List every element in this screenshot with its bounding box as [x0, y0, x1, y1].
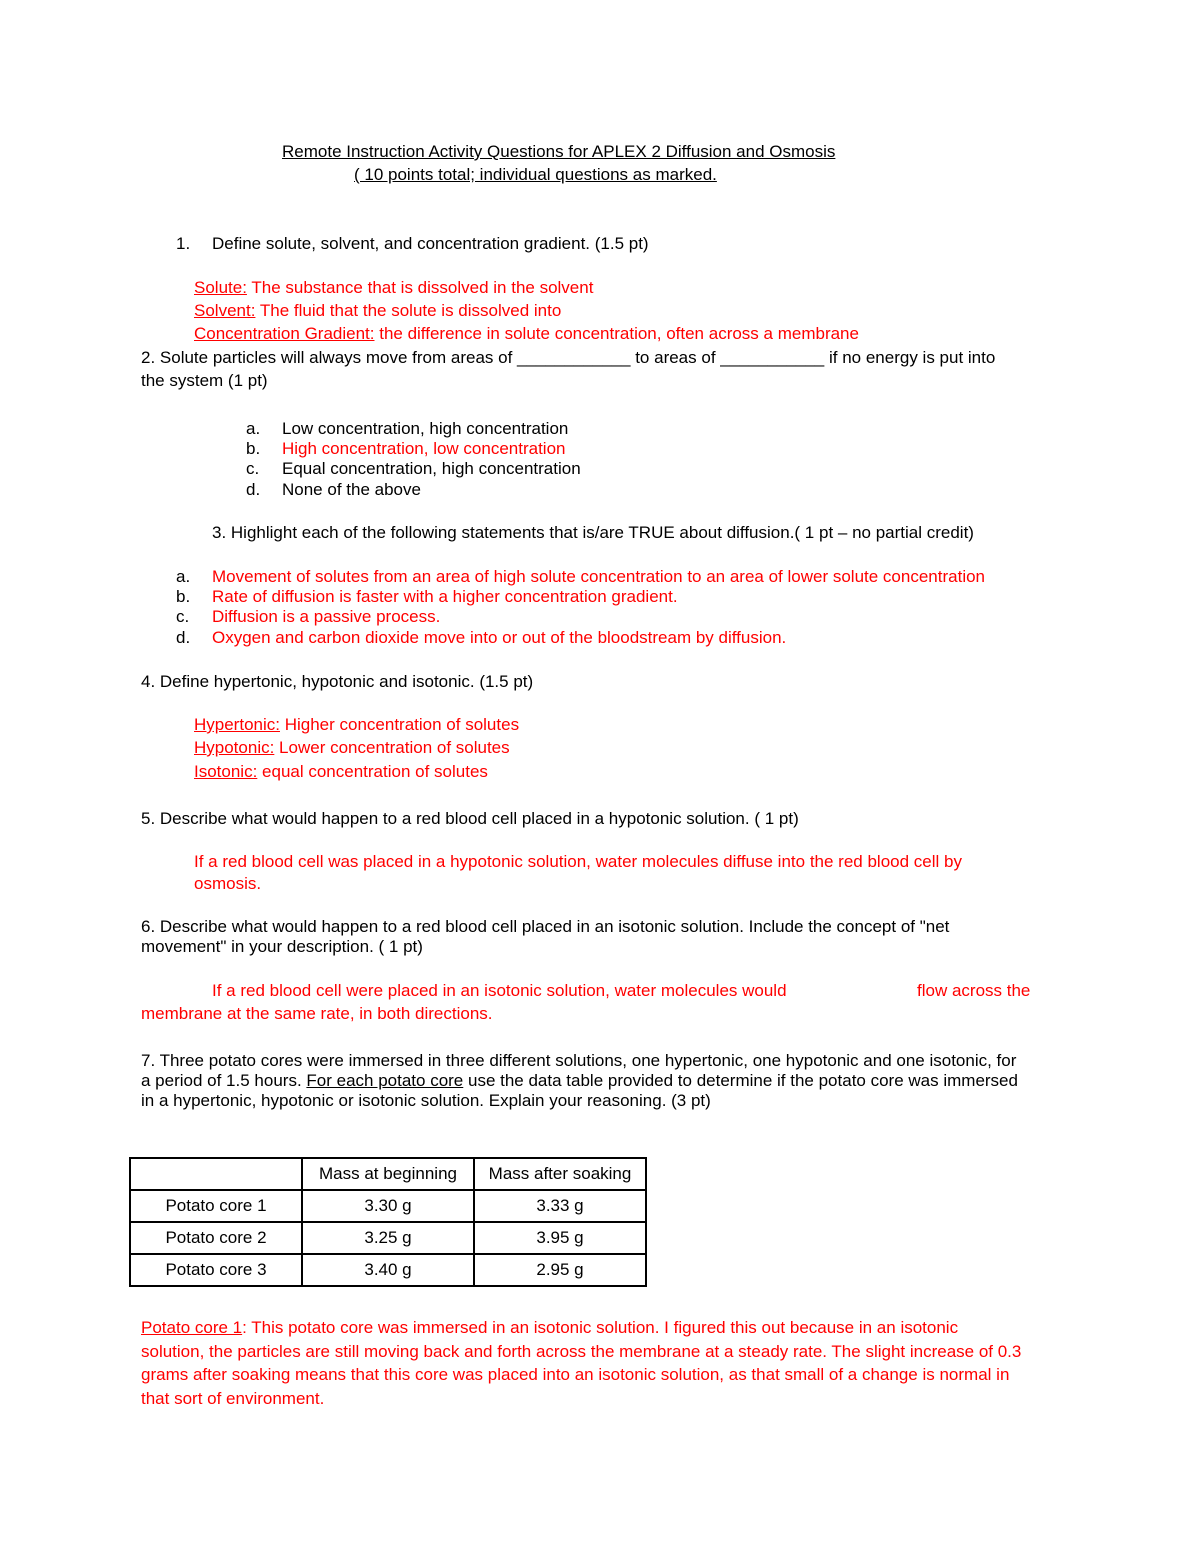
q7-answer-line1 — [141, 1317, 958, 1339]
answer-term: Hypertonic: — [194, 715, 280, 734]
table-cell: 3.95 g — [474, 1222, 646, 1254]
q2-option-b-answer: High concentration, low concentration — [282, 439, 566, 458]
q3-option-a-answer: Movement of solutes from an area of high solute concentration to an area of lower solute concentration — [212, 567, 986, 586]
q3-option-letter: c. — [176, 607, 190, 626]
table-header-row — [130, 1158, 646, 1190]
q7-text-line2 — [141, 1070, 1018, 1092]
q2-option-letter: a. — [246, 419, 261, 438]
answer-definition: the difference in solute concentration, often across a membrane — [374, 324, 859, 343]
q1-answer-solute — [194, 277, 593, 299]
table-cell: Potato core 2 — [130, 1222, 302, 1254]
answer-definition: The substance that is dissolved in the solvent — [246, 278, 594, 297]
table-cell: Potato core 3 — [130, 1254, 302, 1286]
q3-option-c-answer: Diffusion is a passive process. — [212, 607, 441, 626]
answer-definition: Lower concentration of solutes — [274, 738, 510, 757]
q1-number: 1. — [176, 234, 191, 253]
q7-line2-underlined: For each potato core — [306, 1071, 464, 1090]
q3-text: 3. Highlight each of the following statements that is/are TRUE about diffusion.( 1 pt – no partial credit) — [212, 523, 974, 542]
table-cell: Potato core 1 — [130, 1190, 302, 1222]
answer-definition: equal concentration of solutes — [257, 762, 488, 781]
q2-text-line2: the system (1 pt) — [141, 371, 268, 390]
q6-answer-part2: flow across the — [917, 981, 1031, 1000]
table-row — [130, 1190, 646, 1222]
q3-option-letter: d. — [176, 628, 191, 647]
answer-term: Solvent: — [194, 301, 256, 320]
table-cell: 3.40 g — [302, 1254, 474, 1286]
answer-term: Solute: — [194, 278, 247, 297]
table-header-cell: Mass after soaking — [474, 1158, 646, 1190]
q5-answer-line1: If a red blood cell was placed in a hypotonic solution, water molecules diffuse into the red blood cell by — [194, 852, 962, 871]
table-cell: 3.30 g — [302, 1190, 474, 1222]
q3-option-letter: b. — [176, 587, 191, 606]
q1-text: Define solute, solvent, and concentration gradient. (1.5 pt) — [212, 234, 649, 253]
answer-definition: The fluid that the solute is dissolved into — [255, 301, 562, 320]
table-row — [130, 1254, 646, 1286]
q2-option-c: Equal concentration, high concentration — [282, 459, 581, 478]
q6-answer-line2: membrane at the same rate, in both directions. — [141, 1004, 493, 1023]
q7-text-line3: in a hypertonic, hypotonic or isotonic solution. Explain your reasoning. (3 pt) — [141, 1091, 711, 1110]
table-header-cell: Mass at beginning — [302, 1158, 474, 1190]
potato-mass-table — [129, 1157, 647, 1287]
worksheet-title: Remote Instruction Activity Questions for APLEX 2 Diffusion and Osmosis — [282, 142, 836, 161]
table-header-cell — [130, 1158, 302, 1190]
q7-line2-pre: a period of 1.5 hours. — [141, 1071, 307, 1090]
table-cell: 2.95 g — [474, 1254, 646, 1286]
answer-term: Potato core 1 — [141, 1318, 243, 1337]
q5-answer-line2: osmosis. — [194, 874, 262, 893]
q6-text-line1: 6. Describe what would happen to a red blood cell placed in an isotonic solution. Include the concept of "net — [141, 917, 950, 936]
q2-option-letter: c. — [246, 459, 260, 478]
q2-option-letter: d. — [246, 480, 261, 499]
answer-text: : This potato core was immersed in an isotonic solution. I figured this out because in an isotonic — [242, 1318, 959, 1337]
q2-option-d: None of the above — [282, 480, 421, 499]
answer-term: Hypotonic: — [194, 738, 275, 757]
q7-answer-line3: grams after soaking means that this core was placed into an isotonic solution, as that small of a change is normal in — [141, 1365, 1010, 1384]
q7-answer-line4: that sort of environment. — [141, 1389, 325, 1408]
q4-answer-isotonic — [194, 761, 488, 783]
q3-option-letter: a. — [176, 567, 191, 586]
q4-text: 4. Define hypertonic, hypotonic and isotonic. (1.5 pt) — [141, 672, 534, 691]
table-cell: 3.33 g — [474, 1190, 646, 1222]
q7-answer-line2: solution, the particles are still moving back and forth across the membrane at a steady rate. The slight increase of 0.3 — [141, 1342, 1022, 1361]
q2-option-a: Low concentration, high concentration — [282, 419, 569, 438]
answer-term: Concentration Gradient: — [194, 324, 375, 343]
q1-answer-gradient — [194, 323, 859, 345]
answer-term: Isotonic: — [194, 762, 258, 781]
q5-text: 5. Describe what would happen to a red blood cell placed in a hypotonic solution. ( 1 pt) — [141, 809, 799, 828]
q2-option-letter: b. — [246, 439, 261, 458]
table-row — [130, 1222, 646, 1254]
q6-text-line2: movement" in your description. ( 1 pt) — [141, 937, 423, 956]
q6-answer-part1: If a red blood cell were placed in an isotonic solution, water molecules would — [212, 981, 787, 1000]
table-cell: 3.25 g — [302, 1222, 474, 1254]
worksheet-subtitle: ( 10 points total; individual questions as marked. — [354, 165, 717, 184]
q4-answer-hypertonic — [194, 714, 519, 736]
q7-text-line1: 7. Three potato cores were immersed in three different solutions, one hypertonic, one hypotonic and one isotonic, for — [141, 1051, 1017, 1070]
q1-answer-solvent — [194, 300, 561, 322]
q3-option-d-answer: Oxygen and carbon dioxide move into or out of the bloodstream by diffusion. — [212, 628, 787, 647]
q4-answer-hypotonic — [194, 737, 510, 759]
q3-option-b-answer: Rate of diffusion is faster with a higher concentration gradient. — [212, 587, 678, 606]
q7-line2-post: use the data table provided to determine if the potato core was immersed — [463, 1071, 1018, 1090]
q2-text-line1: 2. Solute particles will always move from areas of ____________ to areas of ___________ if no energy is put into — [141, 348, 996, 367]
answer-definition: Higher concentration of solutes — [279, 715, 520, 734]
